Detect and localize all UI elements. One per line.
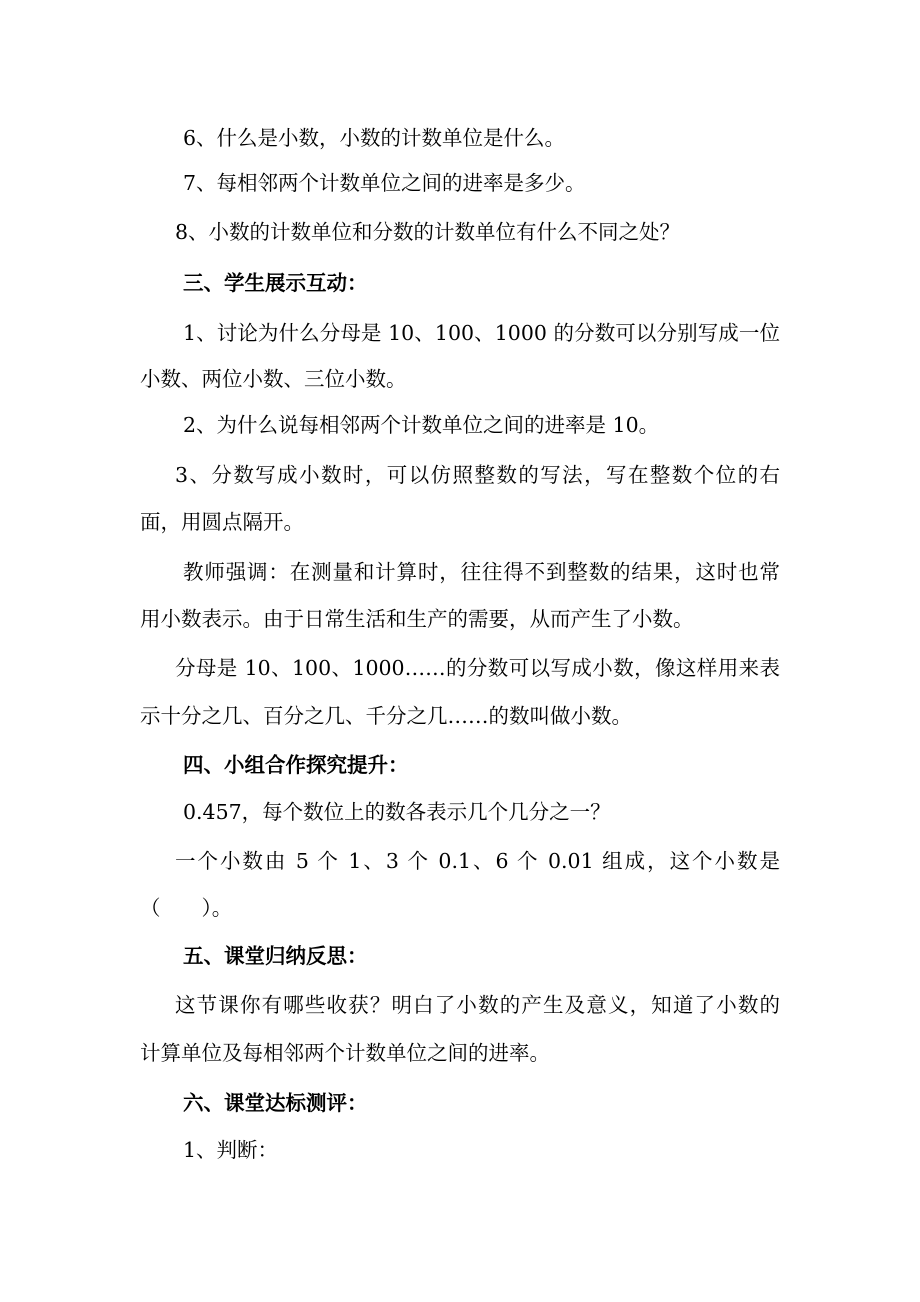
judgment-item: 1、判断： <box>183 1138 279 1162</box>
question-8: 8、小数的计数单位和分数的计数单位有什么不同之处？ <box>175 220 681 244</box>
reflection-line-1: 这节课你有哪些收获？明白了小数的产生及意义，知道了小数的 <box>175 993 780 1017</box>
reflection-line-2: 计算单位及每相邻两个计数单位之间的进率。 <box>140 1041 550 1065</box>
exercise-2-line-1: 一个小数由 5 个 1、3 个 0.1、6 个 0.01 组成，这个小数是 <box>175 849 780 873</box>
exercise-2-line-2: （ ）。 <box>140 896 233 920</box>
paragraph-1-line-1: 1、讨论为什么分母是 10、100、1000 的分数可以分别写成一位 <box>183 321 780 345</box>
section-heading-3: 三、学生展示互动： <box>183 271 368 295</box>
teacher-note-line-1: 教师强调：在测量和计算时，往往得不到整数的结果，这时也常 <box>183 560 780 584</box>
paragraph-3-line-2: 面，用圆点隔开。 <box>140 510 304 534</box>
definition-line-1: 分母是 10、100、1000……的分数可以写成小数，像这样用来表 <box>175 656 780 680</box>
teacher-note-line-2: 用小数表示。由于日常生活和生产的需要，从而产生了小数。 <box>140 607 694 631</box>
section-heading-6: 六、课堂达标测评： <box>183 1091 368 1115</box>
exercise-1: 0.457，每个数位上的数各表示几个几分之一？ <box>183 800 611 824</box>
question-7: 7、每相邻两个计数单位之间的进率是多少。 <box>183 171 586 195</box>
paragraph-3-line-1: 3、分数写成小数时，可以仿照整数的写法，写在整数个位的右 <box>175 463 780 487</box>
section-heading-5: 五、课堂归纳反思： <box>183 944 368 968</box>
section-heading-4: 四、小组合作探究提升： <box>183 753 409 777</box>
question-6: 6、什么是小数，小数的计数单位是什么。 <box>183 126 566 150</box>
definition-line-2: 示十分之几、百分之几、千分之几……的数叫做小数。 <box>140 704 632 728</box>
paragraph-1-line-2: 小数、两位小数、三位小数。 <box>140 367 407 391</box>
paragraph-2: 2、为什么说每相邻两个计数单位之间的进率是 10。 <box>183 413 660 437</box>
